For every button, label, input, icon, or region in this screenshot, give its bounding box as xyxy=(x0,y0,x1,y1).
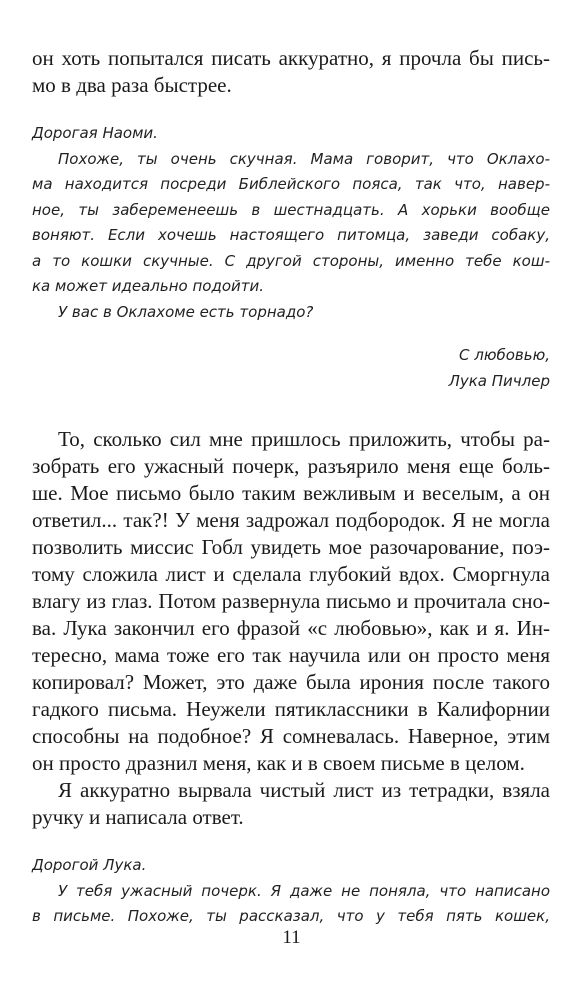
intro-paragraph xyxy=(32,45,550,99)
letter-line: ма находится посреди Библейского пояса, так что, навер- xyxy=(32,175,550,193)
letter-salutation: Дорогая Наоми. xyxy=(32,124,158,142)
page-number: 11 xyxy=(282,927,301,948)
text-line: ручку и написала ответ. xyxy=(32,805,244,829)
letter-line: У вас в Оклахоме есть торнадо? xyxy=(58,302,314,321)
letter-signature: Лука Пичлер xyxy=(448,371,550,390)
text-line: гадкого письма. Неужели пятиклассники в Калифорнии xyxy=(32,697,550,721)
letter-to-luka xyxy=(32,853,550,930)
text-line: зобрать его ужасный почерк, разъярило меня еще боль- xyxy=(32,454,550,478)
text-line: То, сколько сил мне пришлось приложить, чтобы ра- xyxy=(58,427,550,451)
letter-line: ка может идеально подойти. xyxy=(32,277,265,295)
letter-signoff xyxy=(449,343,550,394)
text-line: копировал? Может, это даже была ирония после такого xyxy=(32,670,550,694)
text-line: позволить миссис Гобл увидеть мое разочарование, поэ- xyxy=(32,535,550,559)
text-line: он просто дразнил меня, как и в своем письме в целом. xyxy=(32,751,525,775)
main-paragraph xyxy=(32,426,550,777)
letter-line: в письме. Похоже, ты рассказал, что у тебя пять кошек, xyxy=(32,907,550,925)
text-line: Я аккуратно вырвала чистый лист из тетрадки, взяла xyxy=(58,778,550,802)
text-line: ва. Лука закончил его фразой «с любовью», как и я. Ин- xyxy=(32,616,550,640)
letter-from-luka xyxy=(32,121,550,325)
short-paragraph xyxy=(32,777,550,831)
text-line: мо в два раза быстрее. xyxy=(32,73,232,97)
text-line: способны на подобное? Я сомневалась. Наверное, этим xyxy=(32,724,550,748)
text-line: он хоть попытался писать аккуратно, я прочла бы пись- xyxy=(32,46,550,70)
text-line: влагу из глаз. Потом развернула письмо и прочитала сно- xyxy=(32,589,550,613)
letter-line: У тебя ужасный почерк. Я даже не поняла, что написано xyxy=(58,881,550,900)
text-line: ответил... так?! У меня задрожал подбородок. Я не могла xyxy=(32,508,550,532)
letter-line: воняют. Если хочешь настоящего питомца, заведи собаку, xyxy=(32,226,550,244)
text-line: ше. Мое письмо было таким вежливым и веселым, а он xyxy=(32,481,550,505)
letter-salutation: Дорогой Лука. xyxy=(32,856,147,874)
letter-closing: С любовью, xyxy=(459,346,550,364)
text-line: тересно, мама тоже его так научила или он просто меня xyxy=(32,643,550,667)
letter-line: Похоже, ты очень скучная. Мама говорит, что Оклахо- xyxy=(58,149,550,168)
text-line: тому сложила лист и сделала глубокий вдох. Сморгнула xyxy=(32,562,550,586)
letter-line: а то кошки скучные. С другой стороны, именно тебе кош- xyxy=(32,251,550,270)
letter-line: ное, ты забеременеешь в шестнадцать. А хорьки вообще xyxy=(32,200,550,219)
